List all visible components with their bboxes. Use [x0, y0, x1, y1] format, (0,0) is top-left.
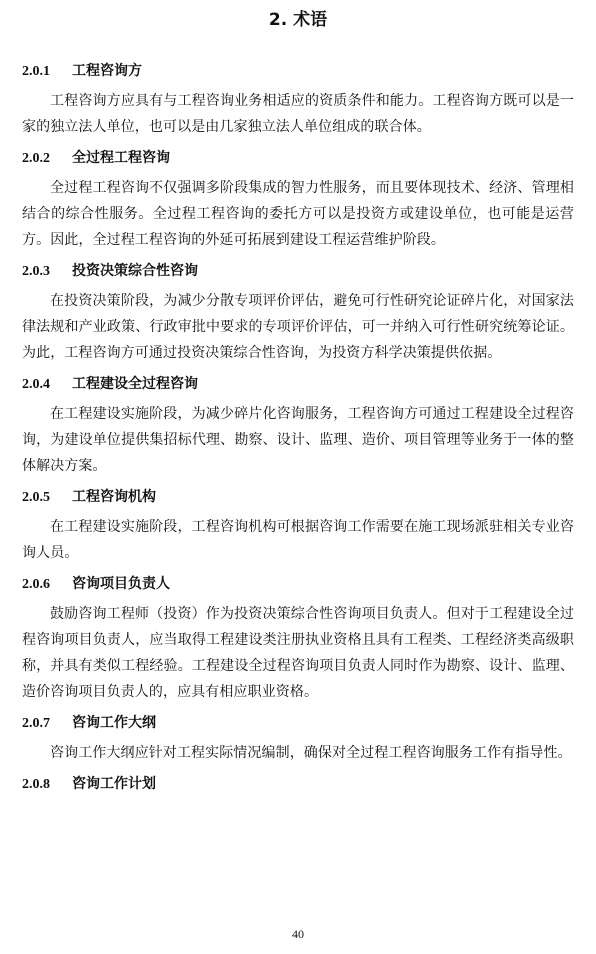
section-2-0-8 [22, 773, 574, 795]
section-heading [22, 712, 574, 734]
section-body: 咨询工作大纲应针对工程实际情况编制，确保对全过程工程咨询服务工作有指导性。 [50, 745, 572, 761]
section-number: 2.0.8 [22, 777, 50, 792]
section-body: 在工程建设实施阶段，工程咨询机构可根据咨询工作需要在施工现场派驻相关专业咨询人员。 [22, 519, 574, 561]
section-title: 工程咨询方 [72, 63, 142, 79]
section-title: 工程建设全过程咨询 [72, 376, 198, 392]
section-number: 2.0.3 [22, 264, 50, 279]
section-number: 2.0.4 [22, 377, 50, 392]
section-heading [22, 60, 574, 82]
section-2-0-3 [22, 260, 574, 366]
section-number: 2.0.1 [22, 64, 50, 79]
section-heading [22, 573, 574, 595]
section-body: 工程咨询方应具有与工程咨询业务相适应的资质条件和能力。工程咨询方既可以是一家的独立法人单位，也可以是由几家独立法人单位组成的联合体。 [22, 93, 574, 135]
section-heading [22, 486, 574, 508]
section-2-0-5 [22, 486, 574, 566]
section-body: 在工程建设实施阶段，为减少碎片化咨询服务，工程咨询方可通过工程建设全过程咨询，为建设单位提供集招标代理、勘察、设计、监理、造价、项目管理等业务于一体的整体解决方案。 [22, 406, 574, 474]
section-heading [22, 260, 574, 282]
section-2-0-1 [22, 60, 574, 140]
section-heading [22, 147, 574, 169]
section-body: 全过程工程咨询不仅强调多阶段集成的智力性服务，而且要体现技术、经济、管理相结合的综合性服务。全过程工程咨询的委托方可以是投资方或建设单位，也可能是运营方。因此，全过程工程咨询的外延可拓展到建设工程运营维护阶段。 [22, 180, 574, 248]
section-title: 咨询项目负责人 [72, 576, 170, 592]
section-number: 2.0.6 [22, 577, 50, 592]
section-2-0-6 [22, 573, 574, 705]
section-title: 工程咨询机构 [72, 489, 156, 505]
section-title: 咨询工作计划 [72, 776, 156, 792]
section-title: 投资决策综合性咨询 [72, 263, 198, 279]
section-heading [22, 773, 574, 795]
section-body: 鼓励咨询工程师（投资）作为投资决策综合性咨询项目负责人。但对于工程建设全过程咨询项目负责人，应当取得工程建设类注册执业资格且具有工程类、工程经济类高级职称，并具有类似工程经验。工程建设全过程咨询项目负责人同时作为勘察、设计、监理、造价咨询项目负责人的，应具有相应职业资格。 [22, 606, 574, 700]
section-heading [22, 373, 574, 395]
section-title: 咨询工作大纲 [72, 715, 156, 731]
chapter-title: 2. 术语 [268, 10, 328, 30]
section-title: 全过程工程咨询 [72, 150, 170, 166]
section-2-0-4 [22, 373, 574, 479]
section-2-0-7 [22, 712, 574, 766]
section-number: 2.0.2 [22, 151, 50, 166]
section-body: 在投资决策阶段，为减少分散专项评价评估，避免可行性研究论证碎片化，对国家法律法规和产业政策、行政审批中要求的专项评价评估，可一并纳入可行性研究统筹论证。为此，工程咨询方可通过投资决策综合性咨询，为投资方科学决策提供依据。 [22, 293, 574, 361]
section-2-0-2 [22, 147, 574, 253]
section-number: 2.0.7 [22, 716, 50, 731]
page-number: 40 [292, 927, 304, 941]
section-number: 2.0.5 [22, 490, 50, 505]
